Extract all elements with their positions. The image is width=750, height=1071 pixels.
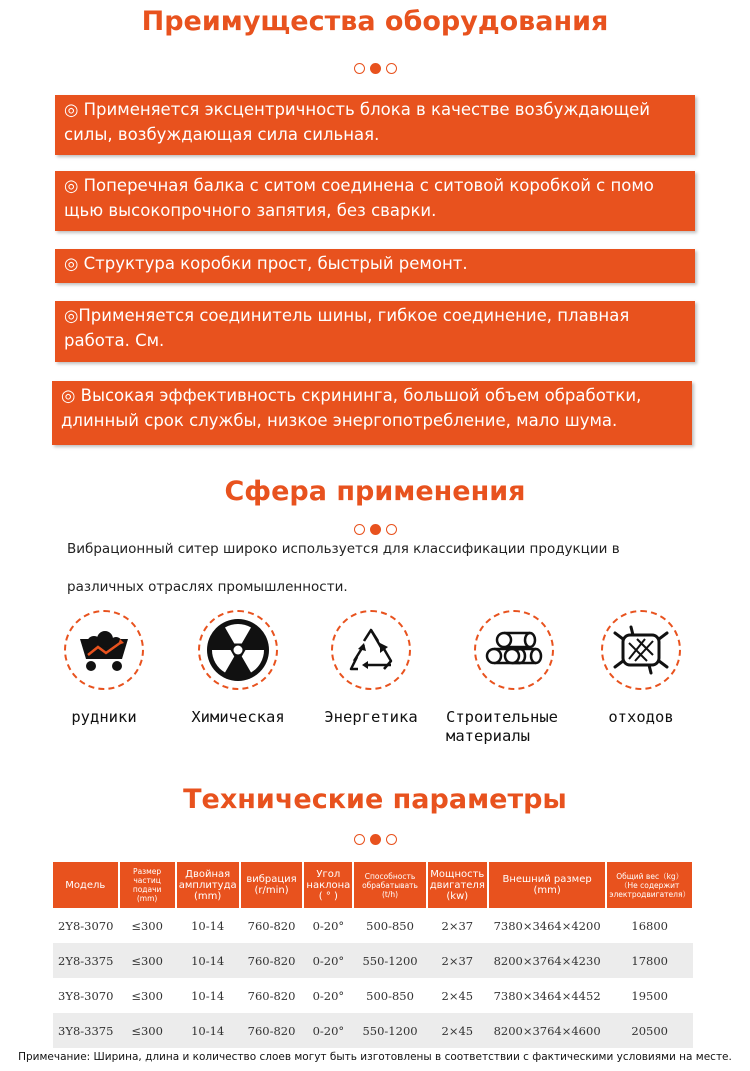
- table-cell: 7380×3464×4200: [493, 918, 601, 933]
- table-cell: 3Y8-3375: [53, 1013, 119, 1048]
- table-cell: 2Y8-3375: [53, 943, 119, 978]
- table-cell: 10-14: [191, 988, 225, 1003]
- column-header: Модель: [53, 862, 119, 908]
- table-cell: 10-14: [176, 943, 240, 978]
- table-cell: 760-820: [240, 1013, 304, 1048]
- mine-cart-icon: [64, 610, 144, 690]
- application-label: рудники: [71, 708, 137, 726]
- table-cell: 550-1200: [353, 1013, 426, 1048]
- table-cell: 16800: [631, 918, 668, 933]
- column-header: Размер частиц подачи (mm): [119, 862, 176, 908]
- table-cell: 550-1200: [353, 943, 426, 978]
- dot-icon: [386, 834, 397, 845]
- table-cell: 20500: [606, 1013, 693, 1048]
- dot-icon: [354, 63, 365, 74]
- pipes-icon: [474, 610, 554, 690]
- table-row: [53, 978, 693, 1013]
- params-note: Примечание: Ширина, длина и количество слоев могут быть изготовлены в соответствии с фактическими условиями на месте.: [18, 1051, 732, 1063]
- column-header: Внешний размер (mm): [488, 862, 607, 908]
- waste-icon: [601, 610, 681, 690]
- table-cell: 3Y8-3070: [58, 988, 114, 1003]
- params-title: Технические параметры: [183, 784, 567, 815]
- advantage-item: ◎Применяется соединитель шины, гибкое соединение, плавная работа. См.: [55, 301, 695, 362]
- table-cell: 19500: [631, 988, 668, 1003]
- column-header: Мощность двигателя (kw): [427, 862, 488, 908]
- table-header-row: [53, 862, 693, 908]
- table-cell: 500-850: [366, 988, 414, 1003]
- column-header: Угол наклона ( ° ): [303, 862, 353, 908]
- advantage-item: ◎ Высокая эффективность скрининга, большой объем обработки, длинный срок службы, низкое энергопотребление, мало шума.: [52, 381, 692, 445]
- params-table: [53, 862, 694, 1048]
- table-cell: 2×37: [427, 943, 488, 978]
- advantages-title: Преимущества оборудования: [141, 6, 609, 37]
- table-cell: 2Y8-3070: [58, 918, 114, 933]
- table-cell: 2×45: [427, 1013, 488, 1048]
- recycle-icon: [331, 610, 411, 690]
- dot-icon: [386, 63, 397, 74]
- application-label: Энергетика: [324, 708, 418, 726]
- table-cell: ≤300: [131, 918, 163, 933]
- table-row: [53, 943, 693, 978]
- table-cell: ≤300: [119, 943, 176, 978]
- table-cell: 8200×3764×4600: [488, 1013, 607, 1048]
- application-title: Сфера применения: [224, 476, 526, 507]
- table-cell: 7380×3464×4452: [493, 988, 601, 1003]
- dot-active-icon: [370, 63, 381, 74]
- advantage-item: ◎ Применяется эксцентричность блока в качестве возбуждающей силы, возбуждающая сила сильная.: [55, 95, 695, 155]
- table-cell: 8200×3764×4230: [488, 943, 607, 978]
- table-row: [53, 1013, 693, 1048]
- table-cell: 760-820: [240, 943, 304, 978]
- application-label: Строительные материалы: [446, 708, 558, 745]
- application-label: отходов: [608, 708, 674, 726]
- table-cell: 0-20°: [303, 943, 353, 978]
- table-cell: 500-850: [366, 918, 414, 933]
- table-cell: ≤300: [131, 988, 163, 1003]
- table-cell: 760-820: [247, 918, 296, 933]
- column-header: вибрация (r/min): [240, 862, 304, 908]
- table-cell: 760-820: [247, 988, 296, 1003]
- application-intro: Вибрационный ситер широко используется для классификации продукции в различных отраслях промышленности.: [67, 541, 620, 595]
- dot-icon: [354, 834, 365, 845]
- table-cell: 2×45: [441, 988, 474, 1003]
- advantage-item: ◎ Поперечная балка с ситом соединена с ситовой коробкой с помо щью высокопрочного запятия, без сварки.: [55, 171, 695, 231]
- table-cell: 0-20°: [312, 988, 345, 1003]
- application-item: [168, 610, 308, 727]
- section-dots: [0, 834, 750, 845]
- column-header: Общий вес（kg） （Не содержит электродвигателя）: [606, 862, 693, 908]
- application-label: Химическая: [191, 708, 285, 726]
- application-item: [444, 610, 584, 746]
- column-header: Способность обрабатывать (t/h): [353, 862, 426, 908]
- application-item: [571, 610, 711, 727]
- table-cell: 17800: [606, 943, 693, 978]
- column-header: Двойная амплитуда (mm): [176, 862, 240, 908]
- radiation-icon: [198, 610, 278, 690]
- application-item: [34, 610, 174, 727]
- table-cell: 0-20°: [303, 1013, 353, 1048]
- table-cell: ≤300: [119, 1013, 176, 1048]
- table-cell: 0-20°: [312, 918, 345, 933]
- application-item: [301, 610, 441, 727]
- table-cell: 10-14: [176, 1013, 240, 1048]
- section-dots: [0, 63, 750, 74]
- dot-active-icon: [370, 834, 381, 845]
- table-row: [53, 908, 693, 943]
- table-cell: 10-14: [191, 918, 225, 933]
- table-cell: 2×37: [441, 918, 474, 933]
- advantage-item: ◎ Структура коробки прост, быстрый ремонт.: [55, 249, 695, 283]
